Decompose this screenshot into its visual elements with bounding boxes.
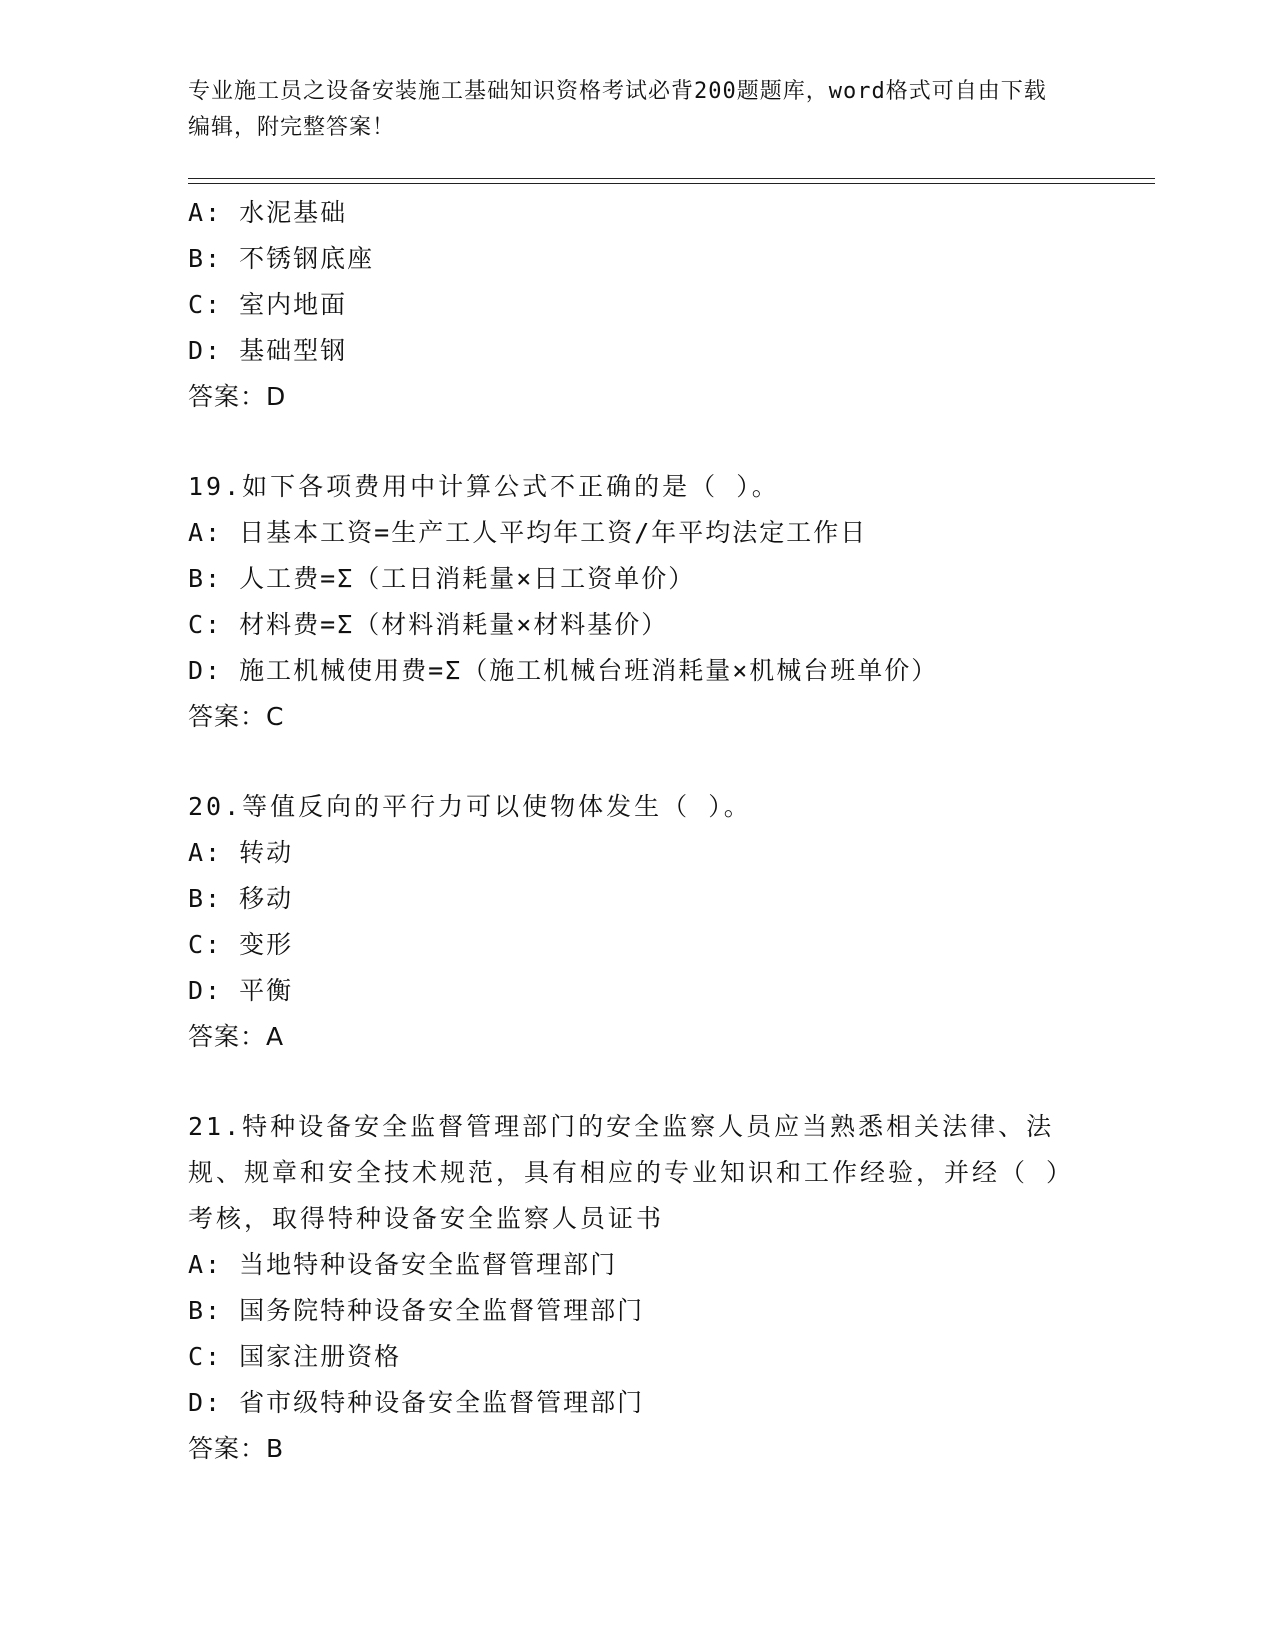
option-b: B: 不锈钢底座 — [188, 244, 375, 273]
option-a: A: 日基本工资=生产工人平均年工资/年平均法定工作日 — [188, 518, 868, 547]
answer-line: 答案：C — [188, 702, 285, 731]
question-stem: 19.如下各项费用中计算公式不正确的是（ ）。 — [188, 472, 780, 501]
option-a: A: 水泥基础 — [188, 198, 348, 227]
spacer — [188, 740, 1088, 784]
question-19 — [188, 464, 1088, 740]
option-c: C: 变形 — [188, 930, 294, 959]
answer-line: 答案：B — [188, 1434, 285, 1463]
question-18 — [188, 190, 1088, 420]
option-d: D: 基础型钢 — [188, 336, 348, 365]
option-c: C: 室内地面 — [188, 290, 348, 319]
question-stem: 20.等值反向的平行力可以使物体发生（ ）。 — [188, 792, 752, 821]
option-d: D: 施工机械使用费=Σ（施工机械台班消耗量×机械台班单价） — [188, 656, 939, 685]
header-divider — [188, 178, 1155, 184]
answer-line: 答案：A — [188, 1022, 285, 1051]
answer-line: 答案：D — [188, 382, 287, 411]
spacer — [188, 420, 1088, 464]
option-d: D: 平衡 — [188, 976, 294, 1005]
option-b: B: 移动 — [188, 884, 294, 913]
question-20 — [188, 784, 1088, 1060]
document-header: 专业施工员之设备安装施工基础知识资格考试必背200题题库，word格式可自由下载编辑，附完整答案！ — [188, 79, 1047, 140]
question-stem: 21.特种设备安全监督管理部门的安全监察人员应当熟悉相关法律、法规、规章和安全技术规范，具有相应的专业知识和工作经验，并经（ ）考核，取得特种设备安全监察人员证书 — [188, 1112, 1075, 1233]
option-b: B: 国务院特种设备安全监督管理部门 — [188, 1296, 645, 1325]
option-d: D: 省市级特种设备安全监督管理部门 — [188, 1388, 645, 1417]
option-a: A: 转动 — [188, 838, 294, 867]
question-21 — [188, 1104, 1088, 1472]
option-b: B: 人工费=Σ（工日消耗量×日工资单价） — [188, 564, 696, 593]
spacer — [188, 1060, 1088, 1104]
question-list — [188, 190, 1088, 1472]
option-c: C: 材料费=Σ（材料消耗量×材料基价） — [188, 610, 669, 639]
option-a: A: 当地特种设备安全监督管理部门 — [188, 1250, 618, 1279]
option-c: C: 国家注册资格 — [188, 1342, 402, 1371]
